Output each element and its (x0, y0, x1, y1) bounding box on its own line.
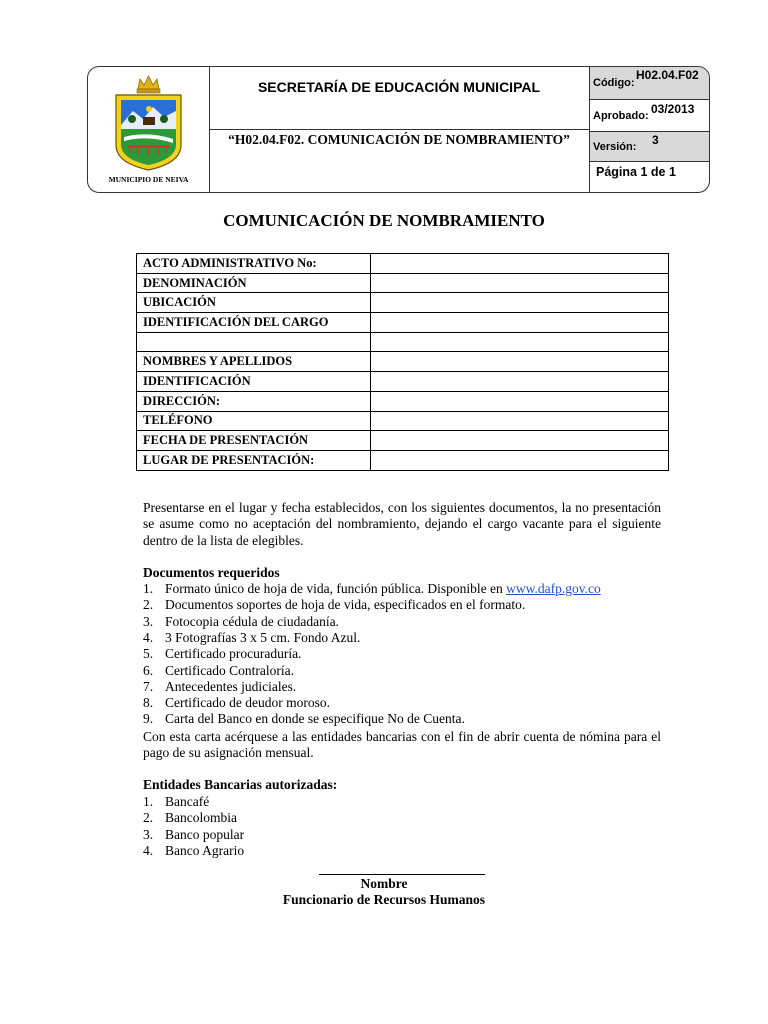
required-doc-item (143, 711, 465, 727)
bank-item (143, 827, 244, 843)
list-number: 4. (143, 629, 154, 645)
form-row (137, 352, 669, 372)
intro-paragraph: Presentarse en el lugar y fecha establecidos, con los siguientes documentos, la no presentación se asume como no aceptación del nombramiento, dejando el cargo vacante para el siguiente dentro de la lista de elegibles. (143, 500, 661, 548)
form-row-label: ACTO ADMINISTRATIVO No: (137, 254, 371, 274)
form-row-label (137, 332, 371, 352)
dafp-link[interactable]: www.dafp.gov.co (506, 581, 601, 596)
list-text: Banco popular (165, 826, 245, 842)
required-doc-item (143, 630, 360, 646)
required-doc-item (143, 695, 330, 711)
form-row-label: UBICACIÓN (137, 293, 371, 313)
form-row-value[interactable] (371, 254, 669, 274)
list-text: Certificado procuraduría. (165, 646, 302, 662)
list-number: 9. (143, 711, 154, 727)
list-number: 8. (143, 695, 154, 711)
list-number: 5. (143, 646, 154, 662)
codigo-cell (590, 67, 710, 100)
list-number: 1. (143, 794, 154, 809)
form-row-value[interactable] (371, 372, 669, 392)
form-row (137, 273, 669, 293)
form-row (137, 313, 669, 333)
logo-cell (88, 67, 210, 192)
required-doc-item (143, 614, 339, 630)
required-doc-item (143, 597, 525, 613)
form-row-value[interactable] (371, 352, 669, 372)
form-row-value[interactable] (371, 273, 669, 293)
bank-note-paragraph: Con esta carta acérquese a las entidades bancarias con el fin de abrir cuenta de nómina para el pago de su asignación mensual. (143, 729, 661, 761)
required-doc-item (143, 679, 296, 695)
form-row (137, 391, 669, 411)
aprobado-label: Aprobado: (593, 110, 649, 122)
form-row (137, 332, 669, 352)
required-doc-item (143, 581, 601, 597)
form-row-value[interactable] (371, 431, 669, 451)
form-row-label: IDENTIFICACIÓN (137, 372, 371, 392)
version-value: 3 (652, 133, 659, 147)
logo-caption: MUNICIPIO DE NEIVA (108, 175, 189, 184)
signature-name: Nombre (360, 876, 408, 891)
form-row (137, 372, 669, 392)
list-text: Bancafé (165, 794, 210, 809)
list-number: 3. (143, 613, 154, 629)
form-row-label: IDENTIFICACIÓN DEL CARGO (137, 313, 371, 333)
list-text: Fotocopia cédula de ciudadanía. (165, 613, 339, 629)
list-text: Antecedentes judiciales. (165, 678, 297, 694)
document-header (87, 66, 710, 193)
form-row (137, 431, 669, 451)
signature-role: Funcionario de Recursos Humanos (282, 892, 486, 907)
list-number: 3. (143, 826, 154, 842)
form-row (137, 450, 669, 470)
list-text: Carta del Banco en donde se especifique No de Cuenta. (165, 711, 465, 727)
form-row-value[interactable] (371, 450, 669, 470)
form-row (137, 293, 669, 313)
required-doc-item (143, 663, 294, 679)
pagina-cell (590, 162, 710, 192)
header-subtitle: “H02.04.F02. COMUNICACIÓN DE NOMBRAMIENTO” (228, 132, 570, 147)
municipio-neiva-shield-logo (88, 67, 209, 175)
list-number: 1. (143, 581, 154, 596)
banks-heading: Entidades Bancarias autorizadas: (143, 777, 338, 792)
document-title: COMUNICACIÓN DE NOMBRAMIENTO (223, 211, 545, 230)
form-row-value[interactable] (371, 313, 669, 333)
list-number: 2. (143, 810, 154, 826)
list-text: Documentos soportes de hoja de vida, especificados en el formato. (165, 597, 526, 613)
header-title: SECRETARÍA DE EDUCACIÓN MUNICIPAL (257, 79, 541, 95)
docs-heading: Documentos requeridos (143, 565, 280, 580)
form-row (137, 254, 669, 274)
aprobado-cell (590, 100, 710, 132)
form-row-label: FECHA DE PRESENTACIÓN (137, 431, 371, 451)
header-title-cell (209, 67, 590, 130)
signature-line (319, 874, 485, 875)
form-row-label: NOMBRES Y APELLIDOS (137, 352, 371, 372)
pagina-label: Página 1 de 1 (596, 165, 676, 179)
form-row-label: DIRECCIÓN: (137, 391, 371, 411)
bank-item (143, 794, 209, 810)
list-text: Formato único de hoja de vida, función pública. Disponible en (165, 581, 507, 596)
version-label: Versión: (593, 141, 637, 153)
form-row-label: LUGAR DE PRESENTACIÓN: (137, 450, 371, 470)
form-row-label: TELÉFONO (137, 411, 371, 431)
list-number: 7. (143, 678, 154, 694)
bank-item (143, 843, 244, 859)
codigo-value: H02.04.F02 (636, 68, 699, 82)
form-row-label: DENOMINACIÓN (137, 273, 371, 293)
list-text: Certificado de deudor moroso. (165, 695, 330, 711)
form-row-value[interactable] (371, 411, 669, 431)
required-doc-item (143, 646, 301, 662)
list-text: Bancolombia (165, 810, 237, 826)
form-row-value[interactable] (371, 391, 669, 411)
aprobado-value: 03/2013 (651, 102, 695, 116)
form-row (137, 411, 669, 431)
form-row-value[interactable] (371, 293, 669, 313)
list-text: 3 Fotografías 3 x 5 cm. Fondo Azul. (165, 629, 361, 645)
form-row-value[interactable] (371, 332, 669, 352)
list-text: Banco Agrario (165, 842, 245, 858)
list-number: 2. (143, 597, 154, 613)
list-number: 4. (143, 842, 154, 858)
appointment-form-table (136, 253, 669, 471)
header-subtitle-cell (209, 129, 590, 192)
codigo-label: Código: (593, 77, 635, 89)
list-number: 6. (143, 662, 154, 678)
list-text: Certificado Contraloría. (165, 662, 294, 678)
bank-item (143, 810, 237, 826)
version-cell (590, 132, 710, 162)
